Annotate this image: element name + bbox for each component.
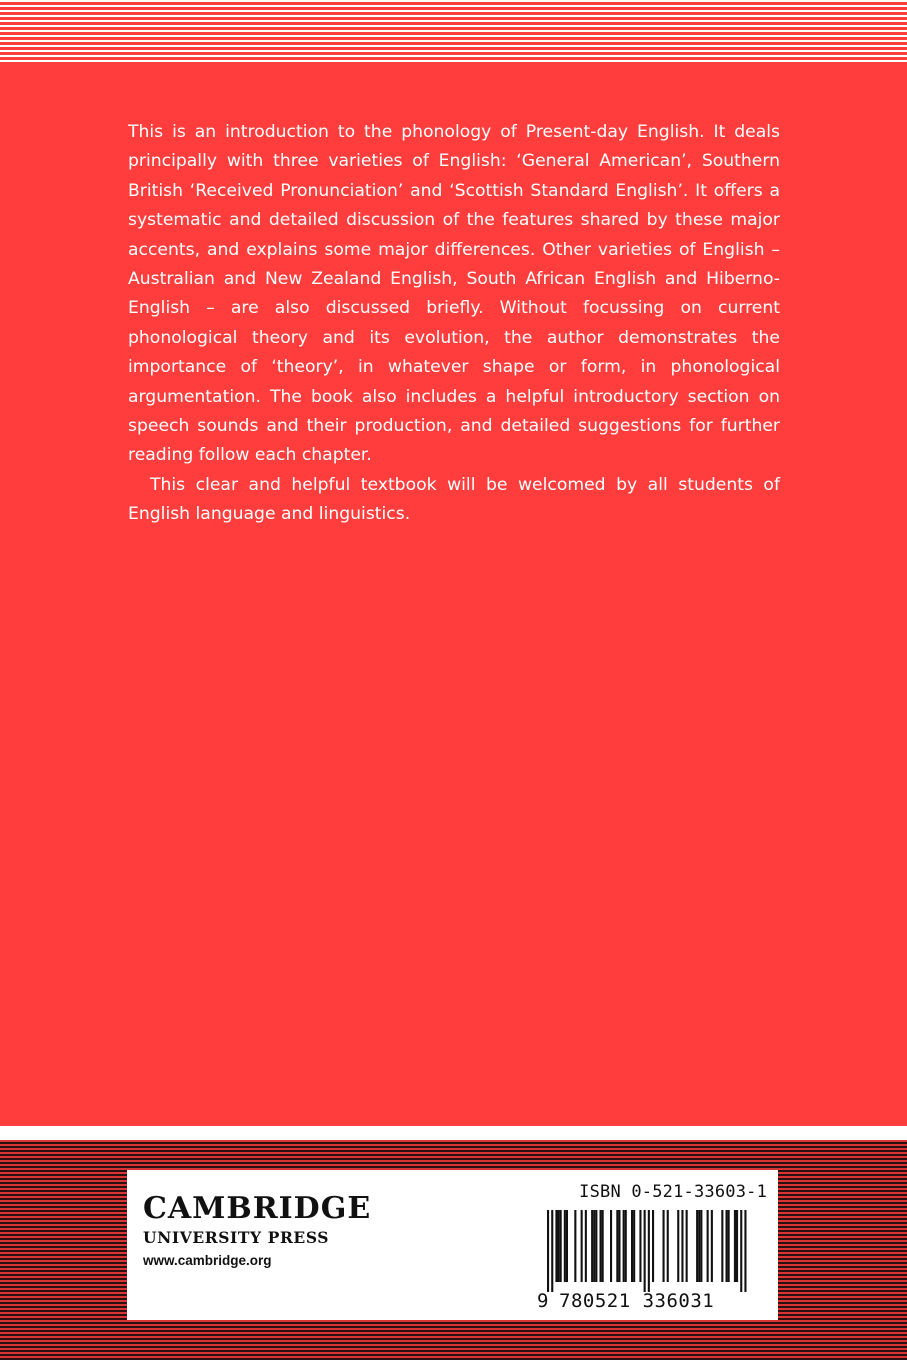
publisher-url: www.cambridge.org (143, 1253, 272, 1268)
publisher-name: CAMBRIDGE (143, 1191, 372, 1226)
barcode-bar (555, 1210, 557, 1282)
barcode-bar (734, 1210, 736, 1282)
barcode-bar (736, 1210, 738, 1282)
barcode-bar (623, 1210, 625, 1282)
barcode-bar (648, 1210, 650, 1292)
barcode-bar (564, 1210, 566, 1282)
barcode-bar (728, 1210, 730, 1282)
barcode-bar (667, 1210, 669, 1282)
barcode-bar (585, 1210, 587, 1282)
barcode-bar (652, 1210, 654, 1282)
publisher-subtitle: UNIVERSITY PRESS (143, 1228, 330, 1247)
barcode-bar (639, 1210, 641, 1282)
barcode-bar (740, 1210, 742, 1292)
barcode-bar (581, 1210, 583, 1282)
top-stripe-band (0, 0, 907, 62)
barcode-bar (681, 1210, 683, 1282)
barcode-bar (707, 1210, 709, 1282)
barcode-bar (566, 1210, 568, 1282)
barcode-bar (631, 1210, 633, 1282)
blurb-paragraph-2: This clear and helpful textbook will be welcomed by all students of English language and linguistics. (128, 474, 780, 525)
barcode-bar (625, 1210, 627, 1282)
barcode-bar (700, 1210, 702, 1282)
barcode-bar (600, 1210, 602, 1282)
barcode-bar (677, 1210, 679, 1282)
barcode-bar (558, 1210, 560, 1282)
barcode-area (537, 1182, 767, 1316)
blurb (128, 118, 780, 530)
barcode-bar (574, 1210, 576, 1282)
barcode-bar (726, 1210, 728, 1282)
barcode-bar (595, 1210, 597, 1282)
imprint-box (127, 1170, 778, 1320)
barcode-bar (633, 1210, 635, 1282)
barcode-bar (721, 1210, 723, 1282)
barcode-bar (547, 1210, 549, 1292)
barcode-bar (686, 1210, 688, 1282)
barcode-bar (602, 1210, 604, 1282)
white-divider (0, 1126, 907, 1140)
barcode-bar (616, 1210, 618, 1282)
barcode-lead-digit: 9 (537, 1290, 549, 1312)
barcode-bar (696, 1210, 698, 1282)
barcode-number: 780521 336031 (559, 1290, 715, 1312)
barcode-bar (711, 1210, 713, 1282)
barcode-bar (610, 1210, 612, 1282)
publisher-logo (143, 1192, 371, 1271)
barcode-bar (663, 1210, 665, 1282)
barcode-bar (744, 1210, 746, 1292)
barcode-bar (644, 1210, 646, 1292)
barcode-bar (618, 1210, 620, 1282)
barcode-bar (560, 1210, 562, 1282)
barcode-bar (551, 1210, 553, 1292)
barcode-bar (591, 1210, 593, 1282)
barcode-bar (698, 1210, 700, 1282)
isbn-label: ISBN 0-521-33603-1 (579, 1182, 767, 1202)
blurb-paragraph-1: This is an introduction to the phonology of Present-day English. It deals principally with three varieties of English: ‘General American’, Southern British ‘Received Pronunciation’ and ‘Scottish Standard English’. It offers a systematic and detailed discussion of the features shared by these major accents, and explains some major differences. Other varieties of English – Australian and New Zealand English, South African English and Hiberno-English – are also discussed briefly. Without focussing on current phonological theory and its evolution, the author demonstrates the importance of ‘theory’, in whatever shape or form, in phonological argumentation. The book also includes a helpful introductory section on speech sounds and their production, and detailed suggestions for further reading follow each chapter. (128, 122, 780, 466)
barcode-bar (593, 1210, 595, 1282)
barcode (537, 1210, 767, 1292)
